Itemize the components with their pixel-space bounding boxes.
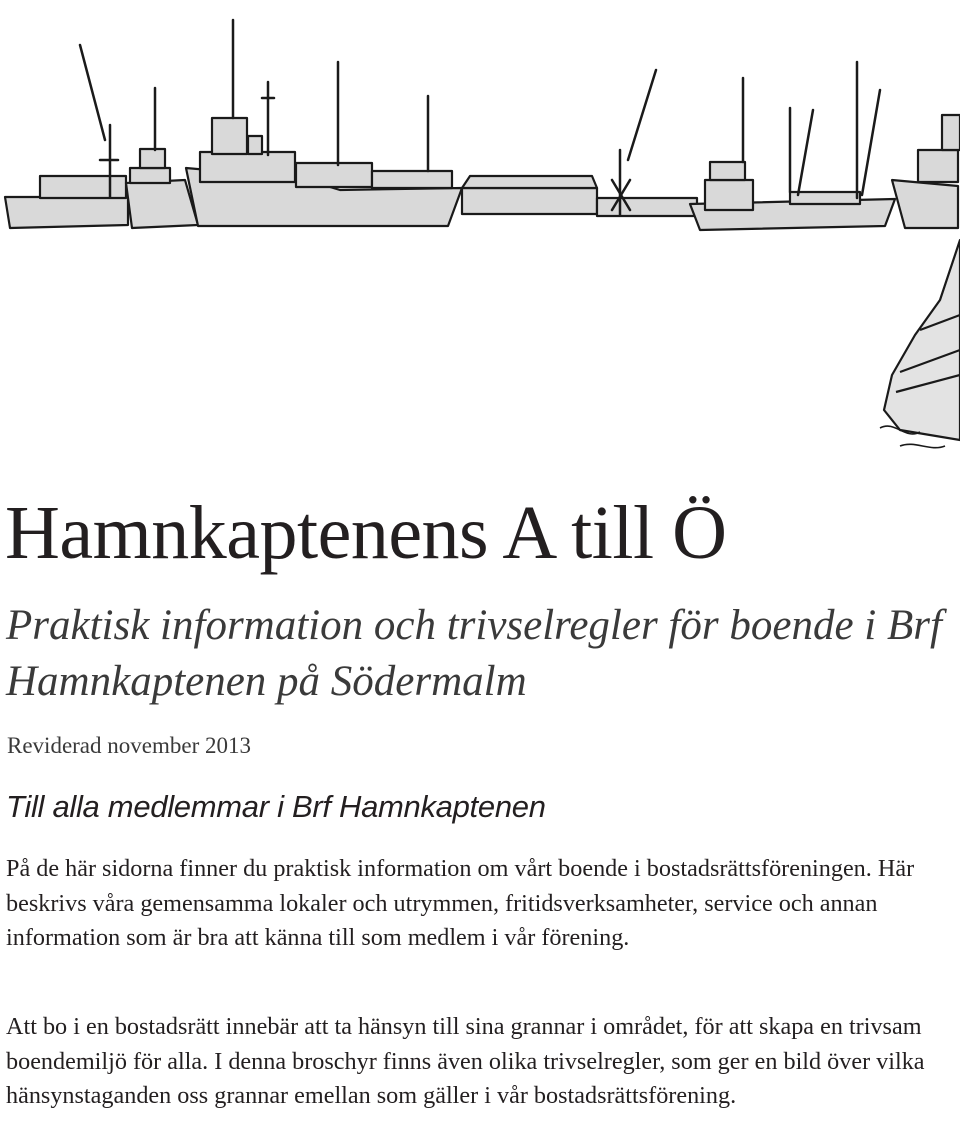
revision-date: Reviderad november 2013 [7, 733, 251, 758]
harbor-ships-illustration-icon [0, 0, 960, 475]
document-title: Hamnkaptenens A till Ö [5, 491, 727, 575]
section-heading: Till alla medlemmar i Brf Hamnkaptenen [6, 789, 546, 824]
considerations-paragraph: Att bo i en bostadsrätt innebär att ta hänsyn till sina grannar i området, för att skapa en trivsam boendemiljö för alla. I denna broschyr finns även olika trivselregler, som ger en bild över vilka hänsynstaganden oss grannar emellan som gäller i vår bostadsrättsförening. [6, 1013, 925, 1109]
document-subtitle: Praktisk information och trivselregler för boende i Brf Hamnkaptenen på Södermalm [6, 602, 942, 705]
intro-paragraph: På de här sidorna finner du praktisk information om vårt boende i bostadsrättsföreningen. Här beskrivs våra gemensamma lokaler och utrymmen, fritidsverksamheter, service och annan information som är bra att känna till som medlem i vår förening. [6, 855, 915, 951]
